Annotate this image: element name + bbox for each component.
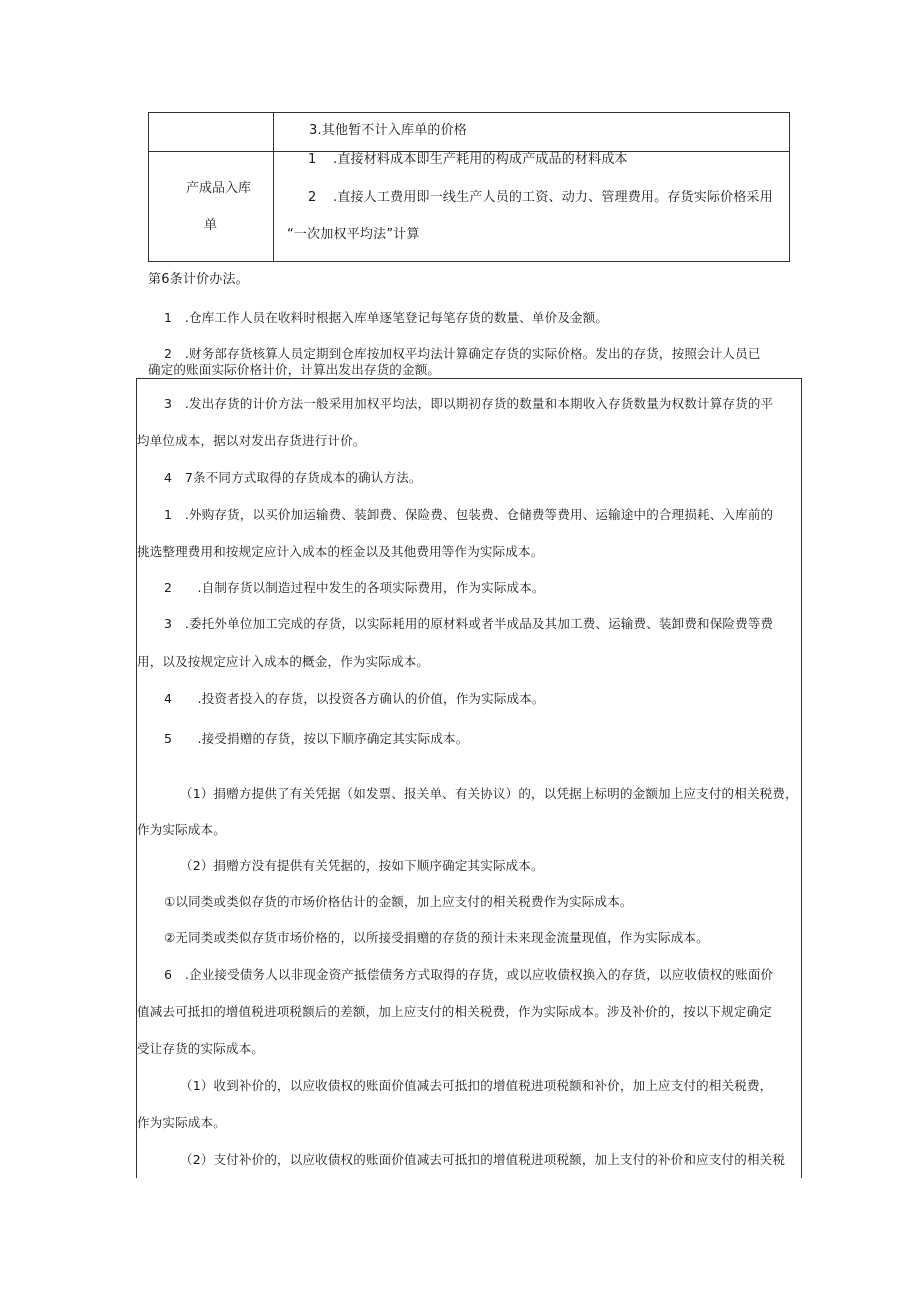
paragraph: ①以同类或类似存货的市场价格估计的金额，加上应支付的相关税费作为实际成本。 xyxy=(164,894,633,909)
table-item-number: 1 xyxy=(308,152,317,167)
paragraph: （1）捐赠方提供了有关凭据（如发票、报关单、有关协议）的，以凭据上标明的金额加上应支付的相关税费， xyxy=(180,786,798,801)
table-item-text: .直接人工费用即一线生产人员的工资、动力、管理费用。存货实际价格采用 xyxy=(333,190,773,205)
content-box xyxy=(136,378,802,1178)
table-item-number: 2 xyxy=(308,190,317,205)
table-cell-other-prices: 3.其他暂不计入库单的价格 xyxy=(309,123,468,138)
section-heading: 第6条计价办法。 xyxy=(148,272,249,287)
paragraph: 4 .投资者投入的存货，以投资各方确认的价值，作为实际成本。 xyxy=(164,691,545,706)
table-column-divider xyxy=(273,113,274,261)
table-item-text: .直接材料成本即生产耗用的构成产成品的材料成本 xyxy=(333,152,628,167)
paragraph: （1）收到补价的，以应收债权的账面价值减去可抵扣的增值税进项税额和补价，加上应支付的相关税费， xyxy=(180,1078,773,1093)
paragraph: 用，以及按规定应计入成本的概金，作为实际成本。 xyxy=(137,654,430,669)
paragraph: （2）支付补价的，以应收债权的账面价值减去可抵扣的增值税进项税额，加上支付的补价和应支付的相关税 xyxy=(180,1152,786,1167)
paragraph: 均单位成本，据以对发出存货进行计价。 xyxy=(137,433,366,448)
paragraph: 5 .接受捐赠的存货，按以下顺序确定其实际成本。 xyxy=(164,731,469,746)
paragraph: 2 .自制存货以制造过程中发生的各项实际费用，作为实际成本。 xyxy=(164,580,545,595)
paragraph: 值减去可抵扣的增值税进项税额后的差额，加上应支付的相关税费，作为实际成本。涉及补价的，按以下规定确定 xyxy=(137,1004,773,1019)
paragraph: （2）捐赠方没有提供有关凭据的，按如下顺序确定其实际成本。 xyxy=(180,858,544,873)
paragraph: 6 .企业接受债务人以非现金资产抵偿债务方式取得的存货，或以应收债权换入的存货，以应收债权的账面价 xyxy=(164,967,774,982)
paragraph: 作为实际成本。 xyxy=(137,1115,226,1130)
paragraph: 1 .仓库工作人员在收料时根据入库单逐笔登记每笔存货的数量、单价及金额。 xyxy=(164,310,609,325)
paragraph: 挑选整理费用和按规定应计入成本的桎金以及其他费用等作为实际成本。 xyxy=(137,544,544,559)
table-cell-finished-goods-label: 产成品入库 xyxy=(186,181,252,196)
paragraph: 2 .财务部存货核算人员定期到仓库按加权平均法计算确定存货的实际价格。发出的存货，按照会计人员已 xyxy=(164,346,761,361)
table-item-text: “一次加权平均法”计算 xyxy=(287,227,420,242)
paragraph: 3 .委托外单位加工完成的存货，以实际耗用的原材料或者半成品及其加工费、运输费、装卸费和保险费等费 xyxy=(164,616,774,631)
paragraph: 作为实际成本。 xyxy=(137,822,226,837)
table-cell-finished-goods-label-cont: 单 xyxy=(204,218,218,233)
paragraph: ②无同类或类似存货市场价格的，以所接受捐赠的存货的预计未来现金流量现值，作为实际成本。 xyxy=(164,930,709,945)
paragraph: 确定的账面实际价格计价，计算出发出存货的金额。 xyxy=(148,362,441,377)
paragraph: 受让存货的实际成本。 xyxy=(137,1041,265,1056)
section-heading: 4 7条不同方式取得的存货成本的确认方法。 xyxy=(164,470,422,485)
paragraph: 1 .外购存货，以买价加运输费、装卸费、保险费、包装费、仓储费等费用、运输途中的合理损耗、入库前的 xyxy=(164,507,774,522)
paragraph: 3 .发出存货的计价方法一般采用加权平均法，即以期初存货的数量和本期收入存货数量为权数计算存货的平 xyxy=(164,396,774,411)
